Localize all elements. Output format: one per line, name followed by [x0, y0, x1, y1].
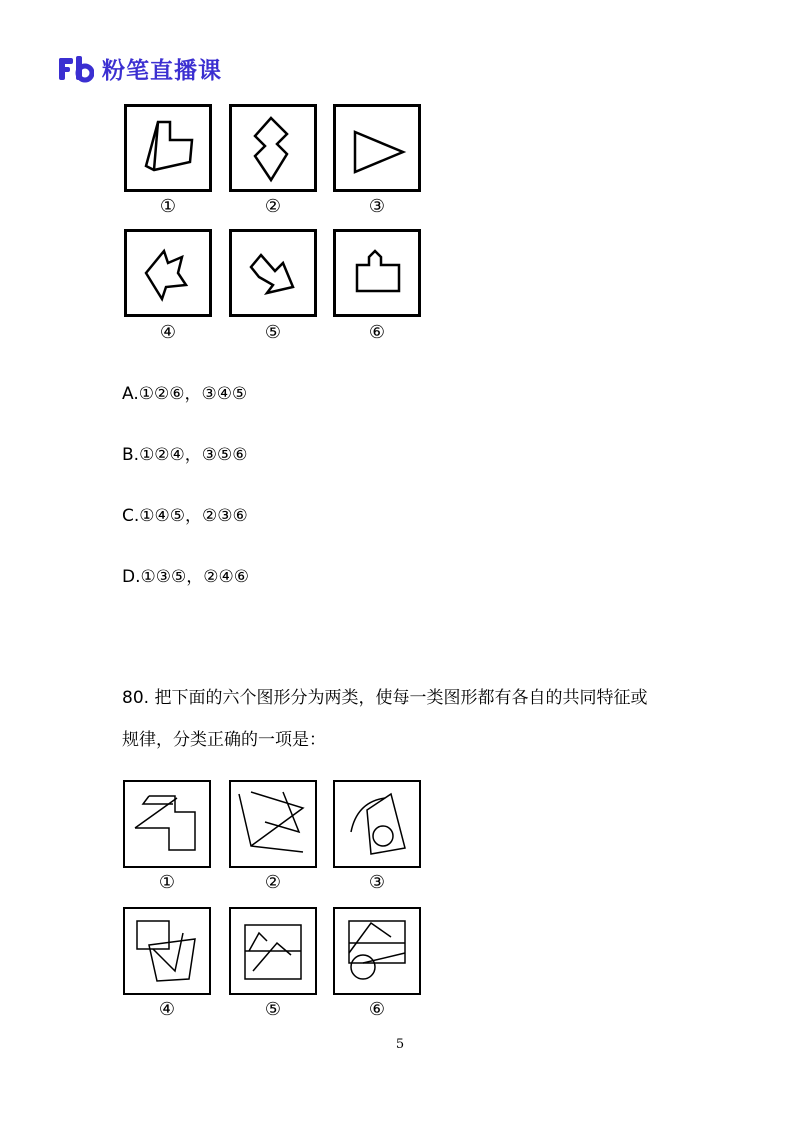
option-d: D.①③⑤，②④⑥ — [122, 567, 249, 587]
q79-figure-4 — [124, 229, 212, 317]
q79-figure-5 — [229, 229, 317, 317]
brand-logo — [58, 52, 222, 85]
q79-label-6: ⑥ — [368, 322, 386, 343]
q80-figure-2 — [229, 780, 317, 868]
q79-label-5: ⑤ — [264, 322, 282, 343]
q80-label-6: ⑥ — [368, 999, 386, 1020]
question-80-line-2: 规律，分类正确的一项是： — [122, 730, 326, 750]
q80-label-1: ① — [158, 872, 176, 893]
q80-label-3: ③ — [368, 872, 386, 893]
option-b: B.①②④，③⑤⑥ — [122, 445, 248, 465]
logo-text: 粉笔直播课 — [102, 58, 222, 84]
q80-figure-1 — [123, 780, 211, 868]
fenbi-logo-icon — [58, 54, 94, 84]
q79-figure-2 — [229, 104, 317, 192]
q79-label-4: ④ — [159, 322, 177, 343]
q80-figure-4 — [123, 907, 211, 995]
q79-label-3: ③ — [368, 196, 386, 217]
page-number: 5 — [395, 1037, 405, 1052]
question-80-line-1: 80. 把下面的六个图形分为两类，使每一类图形都有各自的共同特征或 — [122, 688, 648, 708]
option-c: C.①④⑤，②③⑥ — [122, 506, 248, 526]
q80-figure-5 — [229, 907, 317, 995]
q79-figure-1 — [124, 104, 212, 192]
q79-label-2: ② — [264, 196, 282, 217]
option-a: A.①②⑥，③④⑤ — [122, 384, 248, 404]
q80-label-2: ② — [264, 872, 282, 893]
q79-label-1: ① — [159, 196, 177, 217]
q80-label-4: ④ — [158, 999, 176, 1020]
q80-figure-6 — [333, 907, 421, 995]
q79-figure-3 — [333, 104, 421, 192]
q80-label-5: ⑤ — [264, 999, 282, 1020]
q79-figure-6 — [333, 229, 421, 317]
q80-figure-3 — [333, 780, 421, 868]
